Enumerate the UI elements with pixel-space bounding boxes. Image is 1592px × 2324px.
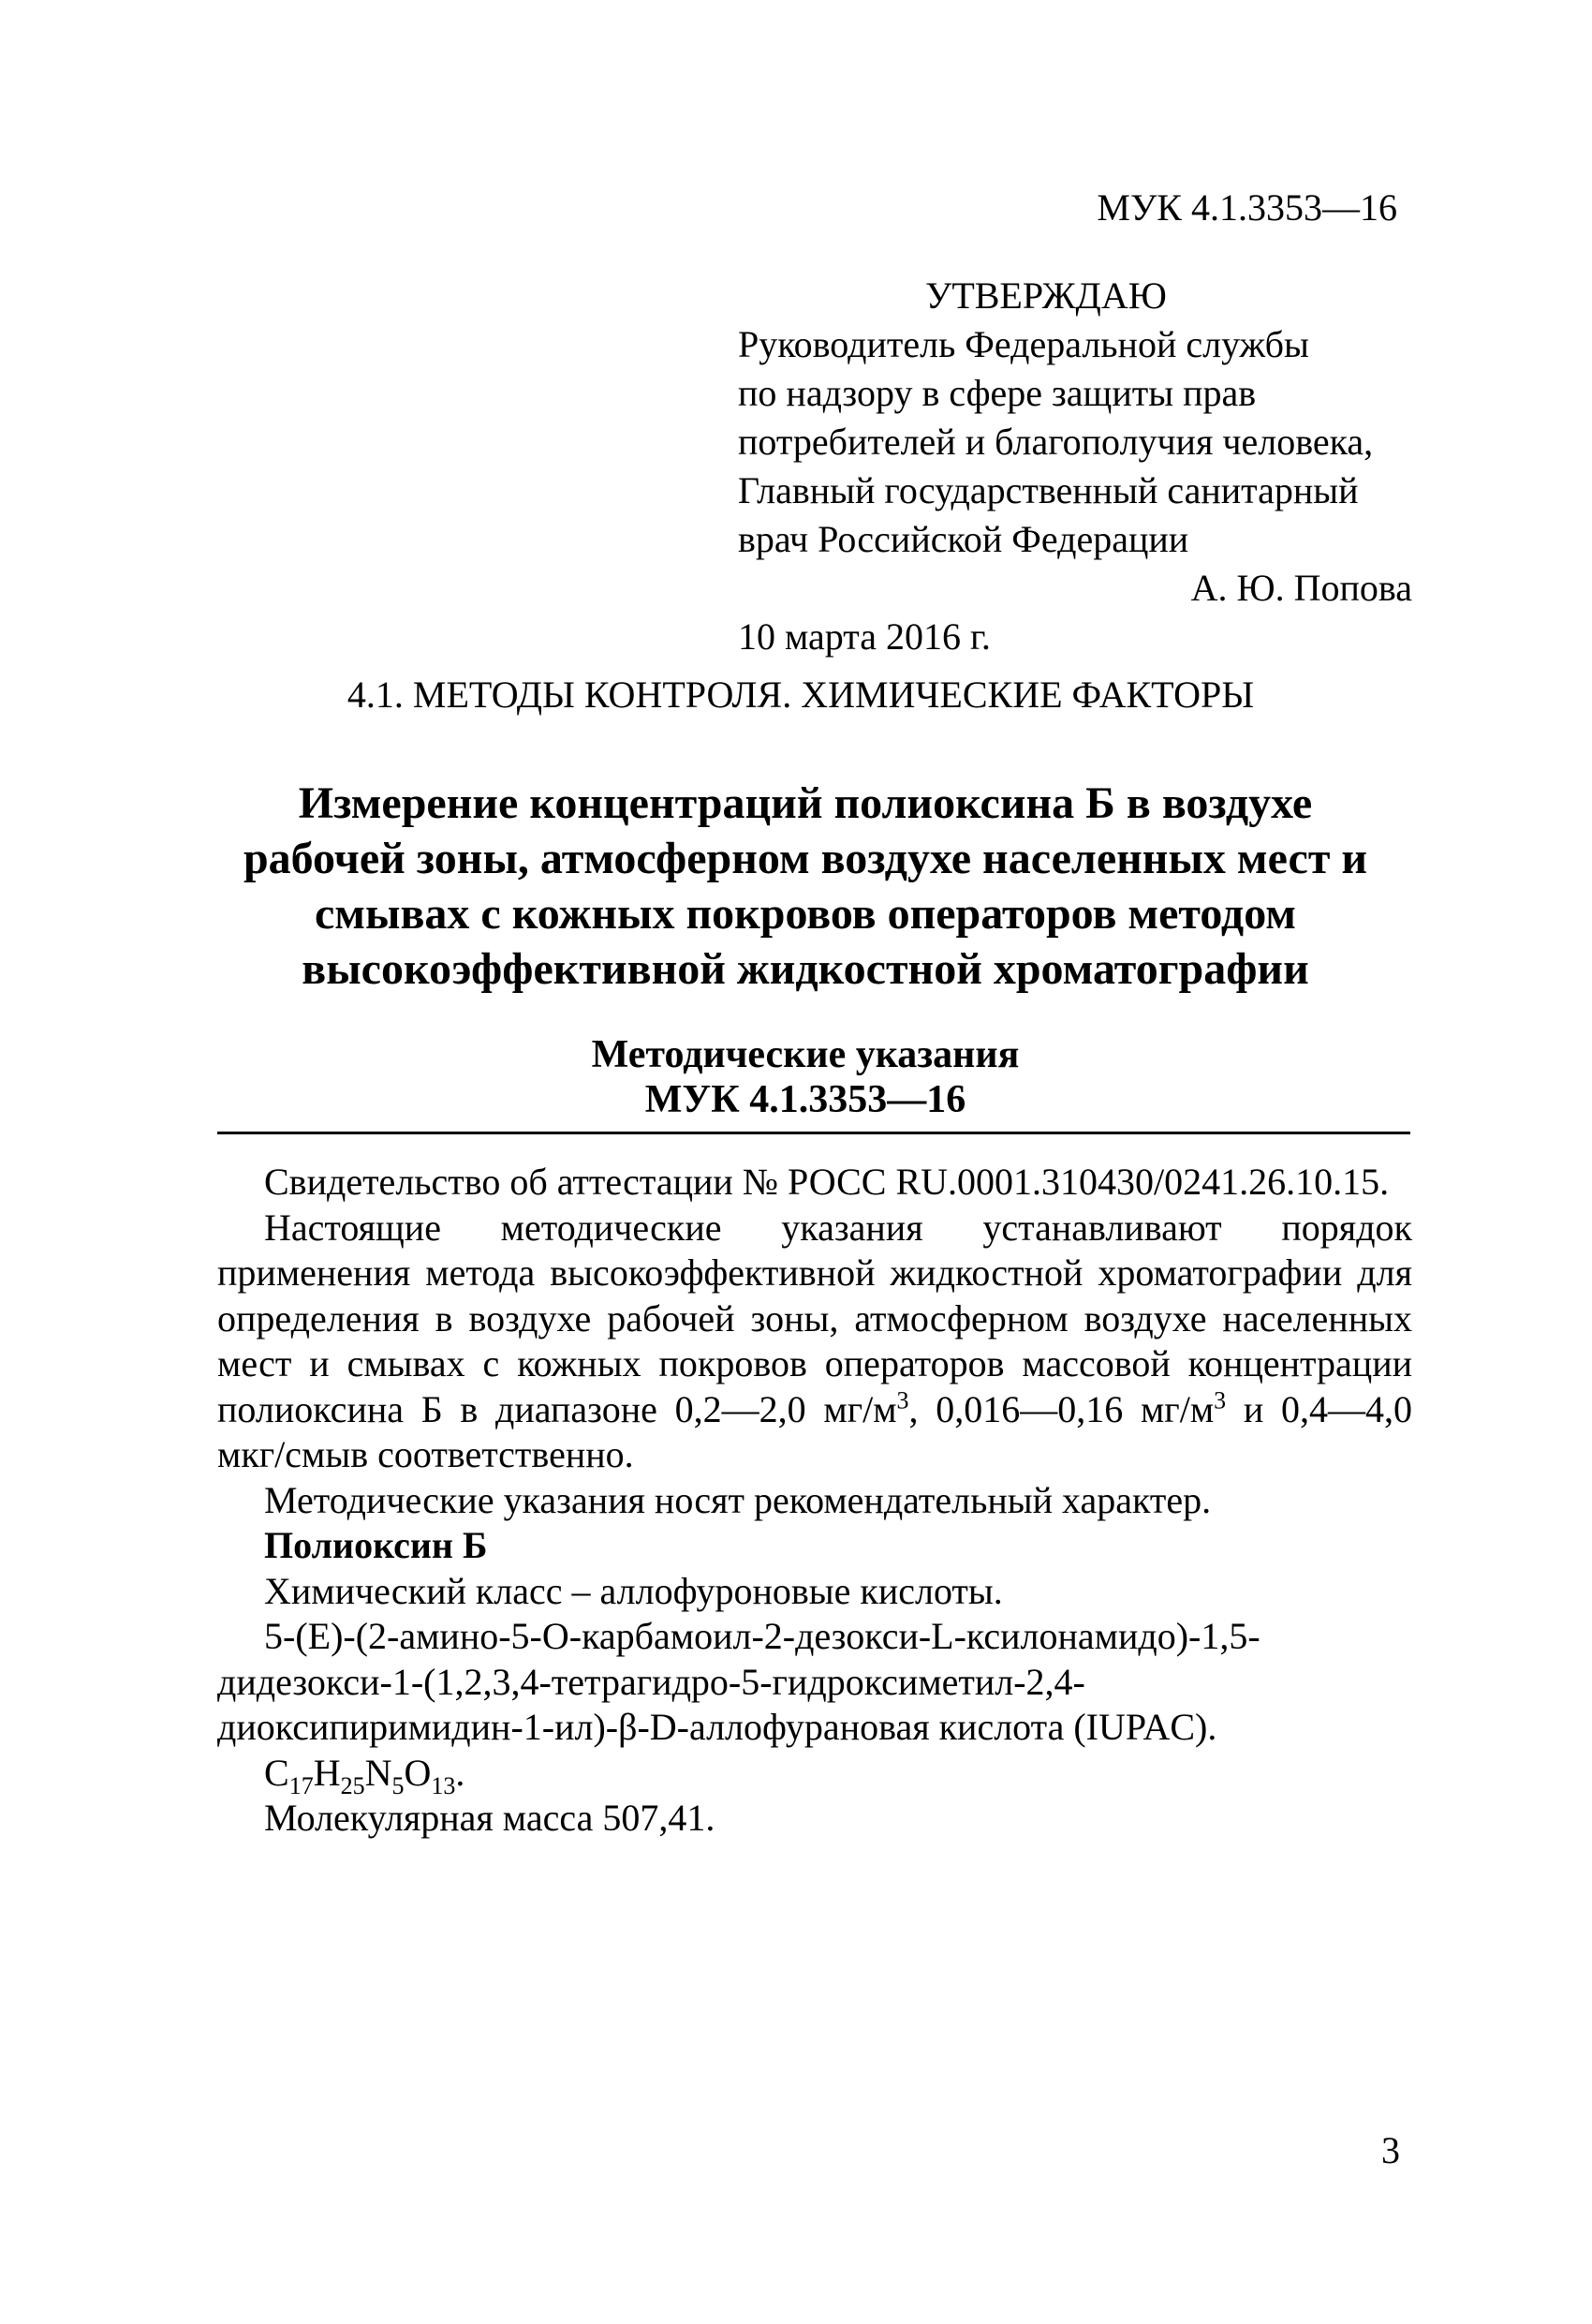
document-kind — [150, 1032, 1461, 1122]
document-title-line: рабочей зоны, атмосферном воздухе населенных мест и — [243, 834, 1368, 883]
document-kind-code: МУК 4.1.3353—16 — [644, 1078, 966, 1121]
document-title — [150, 776, 1461, 997]
advisory-line: Методические указания носят рекомендательный характер. — [264, 1478, 1212, 1521]
page-number: 3 — [1381, 2129, 1400, 2171]
scope-text: Настоящие методические указания устанавливают порядок применения метода высокоэффективной жидкостной хроматографии для определения в воздухе рабочей зоны, атмосферном воздухе населенных мест и смывах с кожных покровов операторов массовой концентрации полиоксина Б в диапазоне — [217, 1206, 1412, 1430]
range-ambient: 0,016—0,16 $мг/м^3$ — [936, 1386, 1227, 1430]
document-kind-label: Методические указания — [591, 1033, 1020, 1076]
approval-line: Главный государственный санитарный — [738, 469, 1359, 511]
range-swab: 0,4—4,0 мкг/смыв соответственно. — [217, 1387, 1413, 1475]
scope-paragraph: Настоящие методические указания устанавливают порядок применения метода высокоэффективной жидкостной хроматографии для определения в воздухе рабочей зоны, атмосферном воздухе населенных мест и смывах с кожных покровов операторов массовой концентрации полиоксина Б в диапазоне 0,2—2,0 $мг/м^3$, 0,016—0,16 $мг/м^3$ и 0,4—4,0 мкг/смыв соответственно. — [217, 1206, 1413, 1475]
document-title-line: высокоэффективной жидкостной хроматографии — [302, 944, 1309, 994]
document-code: МУК 4.1.3353—16 — [1097, 186, 1397, 229]
body-text — [217, 1160, 1412, 1842]
unit-exponent: 3 — [896, 1386, 909, 1414]
approval-block — [738, 272, 1412, 661]
molecular-mass: Молекулярная масса 507,41. — [264, 1797, 715, 1839]
approval-signatory: А. Ю. Попова — [1190, 567, 1412, 609]
section-heading: 4.1. МЕТОДЫ КОНТРОЛЯ. ХИМИЧЕСКИЕ ФАКТОРЫ — [346, 674, 1255, 716]
certificate-line: Свидетельство об аттестации № РОСС RU.0001.310430/0241.26.10.15. — [264, 1161, 1390, 1203]
approval-line: врач Российской Федерации — [738, 518, 1189, 560]
document-title-line: Измерение концентраций полиоксина Б в воздухе — [298, 778, 1313, 828]
title-divider — [217, 1132, 1410, 1134]
unit-exponent: 3 — [1214, 1386, 1227, 1414]
approval-date: 10 марта 2016 г. — [738, 615, 991, 658]
range-workplace: 0,2—2,0 $мг/м^3$ — [674, 1386, 909, 1430]
approval-line: Руководитель Федеральной службы — [738, 323, 1309, 365]
approval-line: по надзору в сфере защиты прав — [738, 372, 1257, 414]
chemical-class: Химический класс – аллофуроновые кислоты. — [264, 1569, 1003, 1612]
approval-title: УТВЕРЖДАЮ — [925, 274, 1167, 317]
molecular-formula: $C_{17}H_{25}N_5O_{13}$. — [264, 1751, 465, 1799]
document-title-line: смывах с кожных покровов операторов методом — [314, 889, 1296, 939]
iupac-name: 5-(E)-(2-амино-5-O-карбамоил-2-дезокси-L-ксилонамидо)-1,5-дидезокси-1-(1,2,3,4-тетрагидро-5-гидроксиметил-2,4-диоксипиримидин-1-ил)-β-D-аллофурановая кислота (IUPAC). — [217, 1615, 1260, 1748]
approval-line: потребителей и благополучия человека, — [738, 421, 1374, 463]
substance-heading: Полиоксин Б — [264, 1524, 488, 1566]
